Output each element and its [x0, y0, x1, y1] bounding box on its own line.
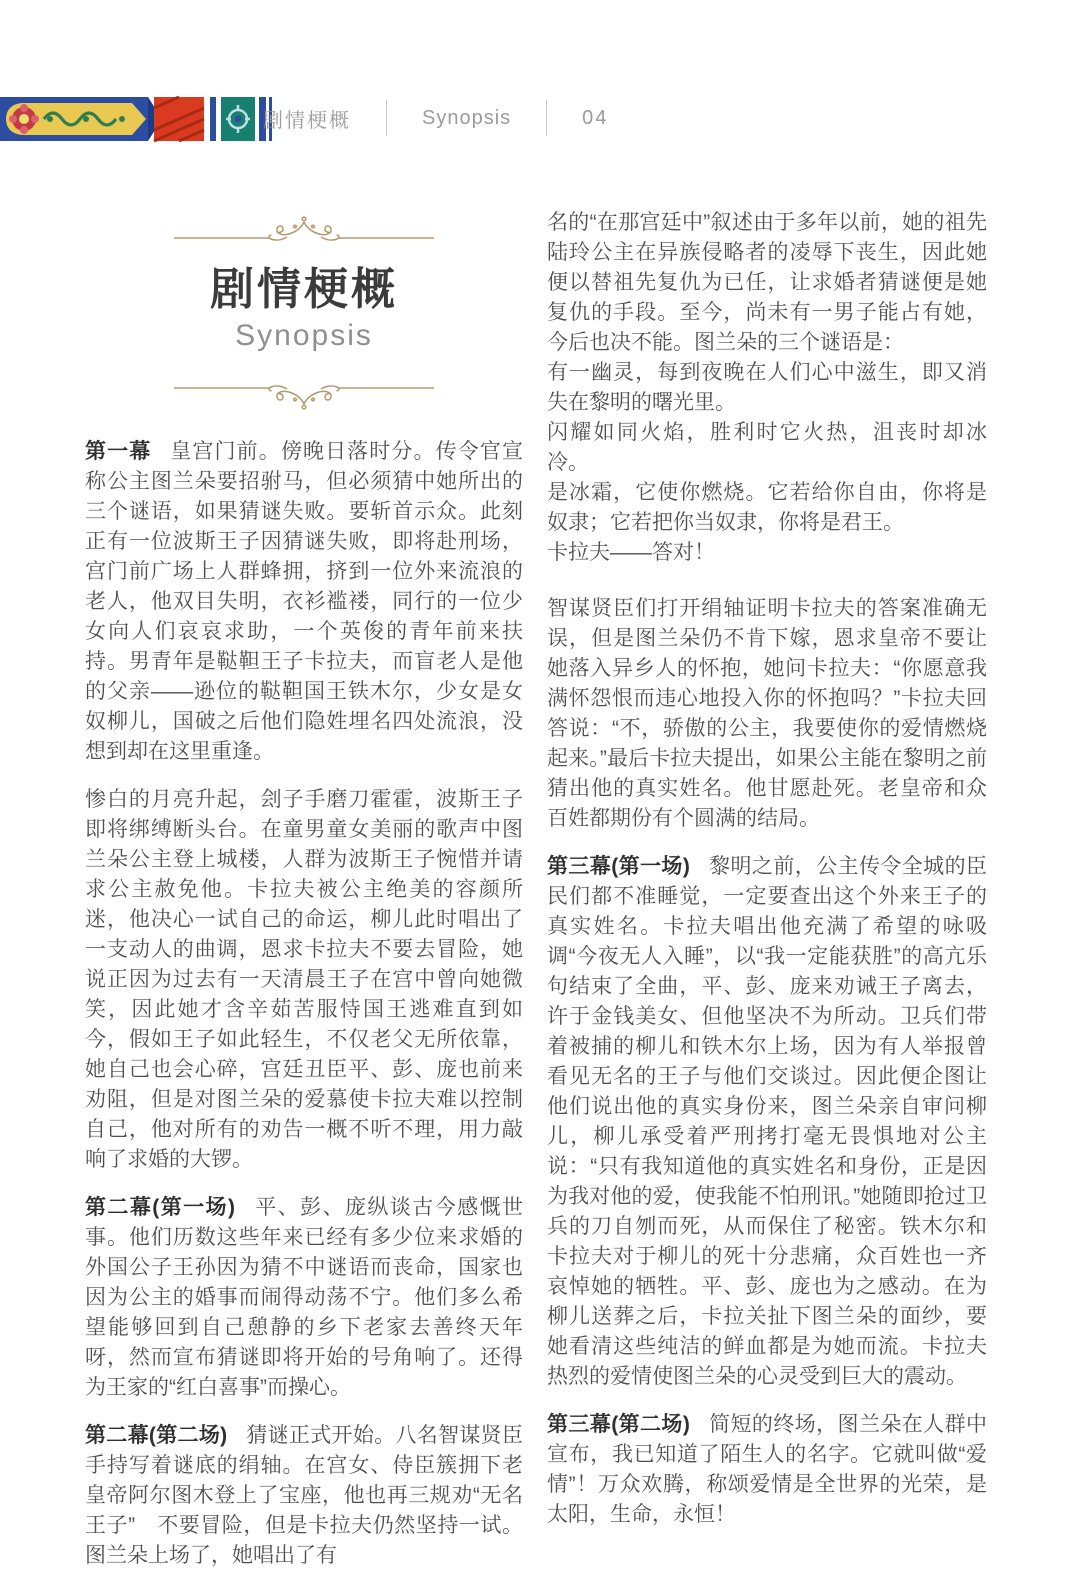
riddle-text: 闪耀如同火焰，胜利时它火热，沮丧时却冰冷。	[547, 421, 987, 474]
header-divider	[546, 100, 547, 136]
riddle-1	[547, 358, 987, 418]
paragraph-act3-scene1	[547, 852, 987, 1392]
paragraph-riddle-result	[547, 594, 987, 834]
act-label: 第二幕(第二场)	[85, 1424, 228, 1447]
paragraph-text: 名的“在那宫廷中”叙述由于多年以前，她的祖先陆玲公主在异族侵略者的凌辱下丧生，因此她便以替祖先复仇为已任，让求婚者猜谜便是她复仇的手段。至今，尚未有一男子能占有她，今后也决不能。图兰朵的三个谜语是：	[547, 211, 987, 354]
act-label: 第三幕(第二场)	[547, 1413, 690, 1436]
traditional-border-icon	[0, 97, 272, 141]
paragraph-act2-scene2	[85, 1421, 523, 1571]
ornament-band	[0, 97, 272, 141]
paragraph-text: 皇宫门前。傍晚日落时分。传令官宣称公主图兰朵要招驸马，但必须猜中她所出的三个谜语，如果猜谜失败。要斩首示众。此刻正有一位波斯王子因猜谜失败，即将赴刑场，宫门前广场上人群蜂拥，挤到一位外来流浪的老人，他双目失明，衣衫褴褛，同行的一位少女向人们哀哀求助，一个英俊的青年前来扶持。男青年是鞑靼王子卡拉夫，而盲老人是他的父亲——逊位的鞑靼国王铁木尔，少女是女奴柳儿，国破之后他们隐姓埋名四处流浪，没想到却在这里重逢。	[85, 440, 524, 763]
riddle-3	[547, 478, 987, 538]
paragraph-text: 黎明之前，公主传令全城的臣民们都不准睡觉，一定要查出这个外来王子的真实姓名。卡拉夫唱出他充满了希望的咏吸调“今夜无人入睡”，以“我一定能获胜”的高亢乐句结束了全曲，平、彭、庞来劝诫王子离去，许于金钱美女、但他坚决不为所动。卫兵们带着被捕的柳儿和铁木尔上场，因为有人举报曾看见无名的王子与他们交谈过。因此便企图让他们说出他的真实身份来，图兰朵亲自审问柳儿，柳儿承受着严刑拷打毫无畏惧地对公主说：“只有我知道他的真实姓名和身份，正是因为我对他的爱，使我能不怕刑讯。”她随即抢过卫兵的刀自刎而死，从而保住了秘密。铁木尔和卡拉夫对于柳儿的死十分悲痛，众百姓也一齐哀悼她的牺牲。平、彭、庞也为之感动。在为柳儿送葬之后，卡拉关扯下图兰朵的面纱，要她看清这些纯洁的鲜血都是为她而流。卡拉夫热烈的爱情使图兰朵的心灵受到巨大的震动。	[547, 855, 987, 1388]
header-title-zh: 剧情梗概	[263, 109, 351, 132]
section-title-en: Synopsis	[235, 319, 373, 352]
paragraph-act2-scene1	[85, 1193, 523, 1403]
act-label: 第二幕(第一场)	[85, 1196, 235, 1219]
scroll-flourish-icon	[174, 380, 434, 412]
paragraph-text: 惨白的月亮升起，刽子手磨刀霍霍，波斯王子即将绑缚断头台。在童男童女美丽的歌声中图兰朵公主登上城楼，人群为波斯王子惋惜并请求公主赦免他。卡拉夫被公主绝美的容颜所迷，他决心一试自己的命运，柳儿此时唱出了一支动人的曲调，恩求卡拉夫不要去冒险，她说正因为过去有一天清晨王子在宫中曾向她微笑，因此她才含辛茹苦服恃国王逃难直到如今，假如王子如此轻生，不仅老父无所依靠，她自己也会心碎，宫廷丑臣平、彭、庞也前来劝阻，但是对图兰朵的爱慕使卡拉夫难以控制自己，他对所有的劝告一概不听不理，用力敲响了求婚的大锣。	[85, 788, 523, 1171]
section-title-zh: 剧情梗概	[210, 265, 398, 314]
page-header	[263, 98, 608, 138]
title-block	[85, 214, 523, 412]
header-divider	[386, 100, 387, 136]
paragraph-act3-scene2	[547, 1410, 987, 1530]
riddle-text: 是冰霜，它使你燃烧。它若给你自由，你将是奴隶；它若把你当奴隶，你将是君王。	[547, 481, 987, 534]
act-label: 第一幕	[85, 440, 152, 463]
paragraph-act1-cont	[85, 785, 523, 1175]
header-title-en: Synopsis	[422, 106, 512, 129]
riddle-text: 有一幽灵，每到夜晚在人们心中滋生，即又消失在黎明的曙光里。	[547, 361, 987, 414]
act-label: 第三幕(第一场)	[547, 855, 690, 878]
paragraph-act2-scene2-cont	[547, 208, 987, 358]
riddle-answer-text: 卡拉夫——答对！	[547, 541, 715, 564]
paragraph-text: 平、彭、庞纵谈古今感慨世事。他们历数这些年来已经有多少位来求婚的外国公子王孙因为猜不中谜语而丧命，国家也因为公主的婚事而闹得动荡不宁。他们多么希望能够回到自己憩静的乡下老家去善终天年呀，然而宣布猜谜即将开始的号角响了。还得为王家的“红白喜事”而操心。	[85, 1196, 523, 1399]
riddle-answer	[547, 538, 987, 568]
right-column	[547, 208, 987, 1548]
paragraph-text: 简短的终场，图兰朵在人群中宣布，我已知道了陌生人的名字。它就叫做“爱情”！万众欢腾，称颂爱情是全世界的光荣，是太阳，生命，永恒！	[547, 1413, 987, 1526]
paragraph-act1	[85, 437, 523, 767]
paragraph-text: 猜谜正式开始。八名智谋贤臣手持写着谜底的绢轴。在宫女、侍臣簇拥下老皇帝阿尔图木登上了宝座，他也再三规劝“无名王子” 不要冒险，但是卡拉夫仍然坚持一试。图兰朵上场了，她唱出了有	[85, 1424, 523, 1567]
left-column	[85, 437, 523, 1589]
scroll-flourish-icon	[174, 214, 434, 246]
page-number: 04	[582, 106, 609, 129]
paragraph-text: 智谋贤臣们打开绢轴证明卡拉夫的答案准确无误，但是图兰朵仍不肯下嫁，恩求皇帝不要让她落入异乡人的怀抱，她问卡拉夫：“你愿意我满怀怨恨而违心地投入你的怀抱吗？”卡拉夫回答说：“不，骄傲的公主，我要使你的爱情燃烧起来。”最后卡拉夫提出，如果公主能在黎明之前猜出他的真实姓名。他甘愿赴死。老皇帝和众百姓都期份有个圆满的结局。	[547, 597, 987, 830]
riddle-2	[547, 418, 987, 478]
